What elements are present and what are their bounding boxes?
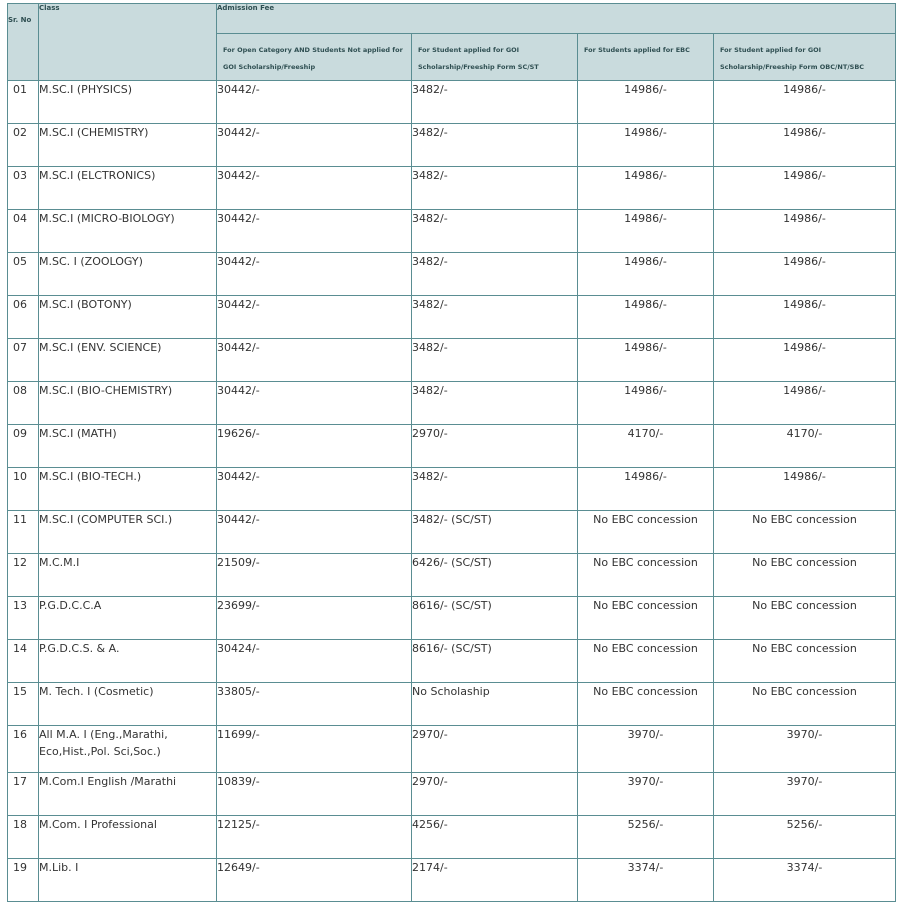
table-row (8, 773, 896, 816)
cell-open-fee: 30442/- (217, 382, 412, 425)
cell-sr-no: 06 (8, 296, 39, 339)
cell-sc-st-fee: 3482/- (412, 382, 578, 425)
cell-class: M.SC.I (COMPUTER SCI.) (39, 511, 217, 554)
cell-sr-no: 13 (8, 597, 39, 640)
cell-sc-st-fee: 2970/- (412, 773, 578, 816)
table-row (8, 683, 896, 726)
table-row (8, 339, 896, 382)
cell-ebc-fee: 14986/- (578, 81, 714, 124)
header-obc-nt-sbc: For Student applied for GOI Scholarship/Freeship Form OBC/NT/SBC (714, 34, 896, 81)
cell-ebc-fee: 14986/- (578, 382, 714, 425)
cell-sr-no: 01 (8, 81, 39, 124)
header-admission-fee: Admission Fee (217, 4, 896, 34)
cell-sc-st-fee: 3482/- (412, 296, 578, 339)
table-row (8, 726, 896, 773)
cell-open-fee: 23699/- (217, 597, 412, 640)
cell-sc-st-fee: 3482/- (412, 210, 578, 253)
cell-ebc-fee: No EBC concession (578, 683, 714, 726)
cell-sr-no: 04 (8, 210, 39, 253)
cell-class: M.SC.I (BIO-TECH.) (39, 468, 217, 511)
cell-sc-st-fee: No Scholaship (412, 683, 578, 726)
table-row (8, 554, 896, 597)
cell-open-fee: 30442/- (217, 210, 412, 253)
cell-ebc-fee: 14986/- (578, 253, 714, 296)
cell-open-fee: 30442/- (217, 253, 412, 296)
cell-ebc-fee: 14986/- (578, 296, 714, 339)
cell-sr-no: 19 (8, 859, 39, 902)
cell-sc-st-fee: 2970/- (412, 425, 578, 468)
cell-ebc-fee: 14986/- (578, 124, 714, 167)
cell-open-fee: 12649/- (217, 859, 412, 902)
cell-sr-no: 16 (8, 726, 39, 773)
cell-class: M.SC. I (ZOOLOGY) (39, 253, 217, 296)
cell-sr-no: 07 (8, 339, 39, 382)
table-row (8, 816, 896, 859)
cell-open-fee: 30424/- (217, 640, 412, 683)
cell-class: All M.A. I (Eng.,Marathi, Eco,Hist.,Pol. Sci,Soc.) (39, 726, 217, 773)
table-row (8, 640, 896, 683)
cell-ebc-fee: 3374/- (578, 859, 714, 902)
table-row (8, 468, 896, 511)
cell-class: M.SC.I (BOTONY) (39, 296, 217, 339)
cell-obc-fee: 14986/- (714, 167, 896, 210)
cell-obc-fee: No EBC concession (714, 597, 896, 640)
header-class: Class (39, 4, 217, 81)
cell-obc-fee: 4170/- (714, 425, 896, 468)
table-row (8, 210, 896, 253)
header-sc-st: For Student applied for GOI Scholarship/Freeship Form SC/ST (412, 34, 578, 81)
cell-obc-fee: No EBC concession (714, 640, 896, 683)
cell-ebc-fee: 14986/- (578, 167, 714, 210)
cell-ebc-fee: 14986/- (578, 339, 714, 382)
cell-ebc-fee: 14986/- (578, 210, 714, 253)
cell-sc-st-fee: 8616/- (SC/ST) (412, 640, 578, 683)
cell-open-fee: 11699/- (217, 726, 412, 773)
cell-obc-fee: 14986/- (714, 210, 896, 253)
cell-sr-no: 12 (8, 554, 39, 597)
cell-sc-st-fee: 6426/- (SC/ST) (412, 554, 578, 597)
cell-sr-no: 14 (8, 640, 39, 683)
cell-sc-st-fee: 3482/- (412, 81, 578, 124)
cell-class: M.SC.I (BIO-CHEMISTRY) (39, 382, 217, 425)
cell-class: M.Com.I English /Marathi (39, 773, 217, 816)
cell-obc-fee: 3970/- (714, 773, 896, 816)
cell-ebc-fee: 3970/- (578, 726, 714, 773)
cell-class: M.SC.I (ENV. SCIENCE) (39, 339, 217, 382)
cell-open-fee: 19626/- (217, 425, 412, 468)
cell-class: P.G.D.C.S. & A. (39, 640, 217, 683)
cell-sr-no: 08 (8, 382, 39, 425)
cell-ebc-fee: 4170/- (578, 425, 714, 468)
cell-sr-no: 05 (8, 253, 39, 296)
admission-fee-table (7, 3, 896, 902)
cell-sc-st-fee: 4256/- (412, 816, 578, 859)
cell-open-fee: 30442/- (217, 81, 412, 124)
cell-class: M.Lib. I (39, 859, 217, 902)
cell-ebc-fee: 3970/- (578, 773, 714, 816)
cell-sc-st-fee: 8616/- (SC/ST) (412, 597, 578, 640)
cell-sr-no: 02 (8, 124, 39, 167)
cell-open-fee: 12125/- (217, 816, 412, 859)
cell-obc-fee: No EBC concession (714, 554, 896, 597)
cell-ebc-fee: 14986/- (578, 468, 714, 511)
cell-class: M.SC.I (MATH) (39, 425, 217, 468)
table-row (8, 81, 896, 124)
cell-sr-no: 17 (8, 773, 39, 816)
cell-open-fee: 33805/- (217, 683, 412, 726)
cell-sc-st-fee: 3482/- (412, 253, 578, 296)
cell-obc-fee: No EBC concession (714, 683, 896, 726)
cell-sc-st-fee: 3482/- (SC/ST) (412, 511, 578, 554)
header-ebc: For Students applied for EBC (578, 34, 714, 81)
cell-sr-no: 15 (8, 683, 39, 726)
table-row (8, 382, 896, 425)
cell-obc-fee: 14986/- (714, 253, 896, 296)
cell-class: M.C.M.I (39, 554, 217, 597)
cell-ebc-fee: 5256/- (578, 816, 714, 859)
cell-obc-fee: 14986/- (714, 339, 896, 382)
cell-sc-st-fee: 3482/- (412, 468, 578, 511)
cell-obc-fee: 3970/- (714, 726, 896, 773)
cell-open-fee: 30442/- (217, 296, 412, 339)
cell-sc-st-fee: 3482/- (412, 167, 578, 210)
cell-class: M. Tech. I (Cosmetic) (39, 683, 217, 726)
table-body (8, 81, 896, 902)
cell-open-fee: 10839/- (217, 773, 412, 816)
cell-open-fee: 30442/- (217, 511, 412, 554)
cell-obc-fee: 5256/- (714, 816, 896, 859)
cell-ebc-fee: No EBC concession (578, 554, 714, 597)
table-row (8, 253, 896, 296)
cell-obc-fee: 14986/- (714, 468, 896, 511)
cell-open-fee: 30442/- (217, 167, 412, 210)
cell-ebc-fee: No EBC concession (578, 511, 714, 554)
cell-sr-no: 11 (8, 511, 39, 554)
cell-open-fee: 30442/- (217, 339, 412, 382)
table-row (8, 296, 896, 339)
cell-sr-no: 18 (8, 816, 39, 859)
cell-obc-fee: 14986/- (714, 81, 896, 124)
cell-open-fee: 30442/- (217, 468, 412, 511)
cell-class: M.SC.I (CHEMISTRY) (39, 124, 217, 167)
table-row (8, 124, 896, 167)
cell-obc-fee: 14986/- (714, 124, 896, 167)
table-row (8, 167, 896, 210)
header-open-category: For Open Category AND Students Not applied for GOI Scholarship/Freeship (217, 34, 412, 81)
cell-obc-fee: No EBC concession (714, 511, 896, 554)
cell-class: M.SC.I (PHYSICS) (39, 81, 217, 124)
cell-sc-st-fee: 3482/- (412, 124, 578, 167)
table-row (8, 425, 896, 468)
cell-ebc-fee: No EBC concession (578, 597, 714, 640)
cell-sr-no: 10 (8, 468, 39, 511)
cell-class: M.SC.I (MICRO-BIOLOGY) (39, 210, 217, 253)
table-row (8, 597, 896, 640)
cell-class: M.Com. I Professional (39, 816, 217, 859)
cell-class: M.SC.I (ELCTRONICS) (39, 167, 217, 210)
table-row (8, 511, 896, 554)
cell-ebc-fee: No EBC concession (578, 640, 714, 683)
cell-sc-st-fee: 2174/- (412, 859, 578, 902)
cell-sc-st-fee: 2970/- (412, 726, 578, 773)
table-header (8, 4, 896, 81)
header-sr-no: Sr. No (8, 4, 39, 81)
table-row (8, 859, 896, 902)
cell-class: P.G.D.C.C.A (39, 597, 217, 640)
cell-open-fee: 21509/- (217, 554, 412, 597)
cell-sc-st-fee: 3482/- (412, 339, 578, 382)
cell-open-fee: 30442/- (217, 124, 412, 167)
cell-obc-fee: 14986/- (714, 382, 896, 425)
cell-obc-fee: 3374/- (714, 859, 896, 902)
cell-obc-fee: 14986/- (714, 296, 896, 339)
cell-sr-no: 03 (8, 167, 39, 210)
cell-sr-no: 09 (8, 425, 39, 468)
